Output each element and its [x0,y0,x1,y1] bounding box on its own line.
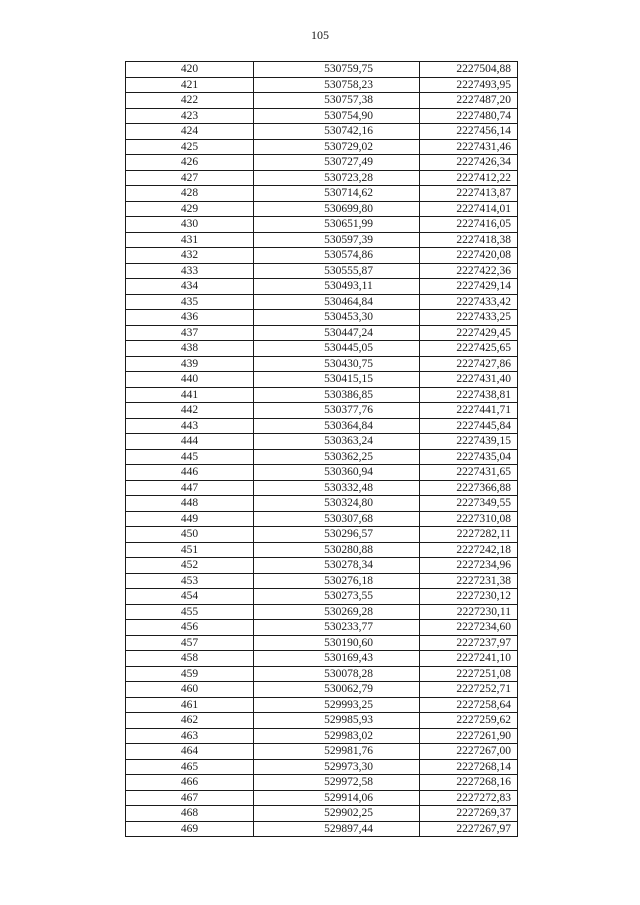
table-row [126,77,518,93]
y-coordinate-cell: 2227429,14 [420,279,518,295]
point-number-cell: 450 [126,527,254,543]
table-row [126,248,518,264]
point-number-cell: 449 [126,511,254,527]
y-coordinate-cell: 2227431,40 [420,372,518,388]
table-row [126,108,518,124]
table-row [126,139,518,155]
point-number-cell: 451 [126,542,254,558]
y-coordinate-cell: 2227414,01 [420,201,518,217]
y-coordinate-cell: 2227504,88 [420,62,518,78]
point-number-cell: 440 [126,372,254,388]
x-coordinate-cell: 530324,80 [254,496,420,512]
y-coordinate-cell: 2227487,20 [420,93,518,109]
table-row [126,232,518,248]
x-coordinate-cell: 530445,05 [254,341,420,357]
point-number-cell: 466 [126,775,254,791]
x-coordinate-cell: 530723,28 [254,170,420,186]
x-coordinate-cell: 530276,18 [254,573,420,589]
y-coordinate-cell: 2227493,95 [420,77,518,93]
table-row [126,713,518,729]
point-number-cell: 467 [126,790,254,806]
table-row [126,263,518,279]
y-coordinate-cell: 2227230,12 [420,589,518,605]
x-coordinate-cell: 530296,57 [254,527,420,543]
table-row [126,542,518,558]
point-number-cell: 426 [126,155,254,171]
y-coordinate-cell: 2227241,10 [420,651,518,667]
table-row [126,604,518,620]
y-coordinate-cell: 2227416,05 [420,217,518,233]
point-number-cell: 420 [126,62,254,78]
table-row [126,372,518,388]
point-number-cell: 469 [126,821,254,837]
table-row [126,806,518,822]
table-row [126,217,518,233]
point-number-cell: 455 [126,604,254,620]
point-number-cell: 452 [126,558,254,574]
y-coordinate-cell: 2227268,14 [420,759,518,775]
table-row [126,356,518,372]
point-number-cell: 431 [126,232,254,248]
y-coordinate-cell: 2227366,88 [420,480,518,496]
point-number-cell: 432 [126,248,254,264]
y-coordinate-cell: 2227431,46 [420,139,518,155]
table-row [126,124,518,140]
x-coordinate-cell: 530729,02 [254,139,420,155]
table-row [126,155,518,171]
y-coordinate-cell: 2227429,45 [420,325,518,341]
x-coordinate-cell: 530727,49 [254,155,420,171]
point-number-cell: 454 [126,589,254,605]
x-coordinate-cell: 529897,44 [254,821,420,837]
table-row [126,744,518,760]
y-coordinate-cell: 2227267,97 [420,821,518,837]
y-coordinate-cell: 2227433,25 [420,310,518,326]
y-coordinate-cell: 2227427,86 [420,356,518,372]
table-row [126,294,518,310]
x-coordinate-cell: 530757,38 [254,93,420,109]
x-coordinate-cell: 529985,93 [254,713,420,729]
table-row [126,728,518,744]
y-coordinate-cell: 2227259,62 [420,713,518,729]
table-row [126,666,518,682]
x-coordinate-cell: 530651,99 [254,217,420,233]
y-coordinate-cell: 2227445,84 [420,418,518,434]
table-row [126,93,518,109]
y-coordinate-cell: 2227349,55 [420,496,518,512]
y-coordinate-cell: 2227441,71 [420,403,518,419]
x-coordinate-cell: 530758,23 [254,77,420,93]
table-row [126,775,518,791]
y-coordinate-cell: 2227282,11 [420,527,518,543]
point-number-cell: 428 [126,186,254,202]
x-coordinate-cell: 529972,58 [254,775,420,791]
x-coordinate-cell: 530169,43 [254,651,420,667]
y-coordinate-cell: 2227412,22 [420,170,518,186]
x-coordinate-cell: 530742,16 [254,124,420,140]
y-coordinate-cell: 2227435,04 [420,449,518,465]
table-row [126,821,518,837]
y-coordinate-cell: 2227269,37 [420,806,518,822]
y-coordinate-cell: 2227438,81 [420,387,518,403]
point-number-cell: 456 [126,620,254,636]
point-number-cell: 445 [126,449,254,465]
table-row [126,651,518,667]
x-coordinate-cell: 530754,90 [254,108,420,124]
point-number-cell: 435 [126,294,254,310]
table-row [126,465,518,481]
y-coordinate-cell: 2227230,11 [420,604,518,620]
x-coordinate-cell: 530574,86 [254,248,420,264]
x-coordinate-cell: 530415,15 [254,372,420,388]
point-number-cell: 423 [126,108,254,124]
x-coordinate-cell: 530386,85 [254,387,420,403]
x-coordinate-cell: 529993,25 [254,697,420,713]
point-number-cell: 468 [126,806,254,822]
point-number-cell: 438 [126,341,254,357]
table-row [126,558,518,574]
y-coordinate-cell: 2227268,16 [420,775,518,791]
x-coordinate-cell: 530269,28 [254,604,420,620]
point-number-cell: 439 [126,356,254,372]
table-row [126,186,518,202]
x-coordinate-cell: 530364,84 [254,418,420,434]
table-row [126,341,518,357]
y-coordinate-cell: 2227242,18 [420,542,518,558]
point-number-cell: 465 [126,759,254,775]
point-number-cell: 434 [126,279,254,295]
y-coordinate-cell: 2227267,00 [420,744,518,760]
point-number-cell: 460 [126,682,254,698]
y-coordinate-cell: 2227426,34 [420,155,518,171]
y-coordinate-cell: 2227258,64 [420,697,518,713]
table-row [126,589,518,605]
table-row [126,418,518,434]
y-coordinate-cell: 2227431,65 [420,465,518,481]
table-row [126,759,518,775]
table-row [126,170,518,186]
point-number-cell: 430 [126,217,254,233]
table-row [126,449,518,465]
y-coordinate-cell: 2227413,87 [420,186,518,202]
x-coordinate-cell: 530377,76 [254,403,420,419]
point-number-cell: 446 [126,465,254,481]
point-number-cell: 427 [126,170,254,186]
y-coordinate-cell: 2227439,15 [420,434,518,450]
x-coordinate-cell: 530307,68 [254,511,420,527]
table-row [126,697,518,713]
x-coordinate-cell: 530190,60 [254,635,420,651]
x-coordinate-cell: 530453,30 [254,310,420,326]
y-coordinate-cell: 2227425,65 [420,341,518,357]
y-coordinate-cell: 2227422,36 [420,263,518,279]
x-coordinate-cell: 530597,39 [254,232,420,248]
table-row [126,62,518,78]
point-number-cell: 437 [126,325,254,341]
coordinates-table [125,61,518,837]
x-coordinate-cell: 530062,79 [254,682,420,698]
table-row [126,279,518,295]
x-coordinate-cell: 530464,84 [254,294,420,310]
point-number-cell: 424 [126,124,254,140]
x-coordinate-cell: 529973,30 [254,759,420,775]
point-number-cell: 444 [126,434,254,450]
point-number-cell: 462 [126,713,254,729]
x-coordinate-cell: 529983,02 [254,728,420,744]
y-coordinate-cell: 2227237,97 [420,635,518,651]
x-coordinate-cell: 530699,80 [254,201,420,217]
x-coordinate-cell: 530273,55 [254,589,420,605]
y-coordinate-cell: 2227234,96 [420,558,518,574]
point-number-cell: 429 [126,201,254,217]
table-row [126,434,518,450]
x-coordinate-cell: 530360,94 [254,465,420,481]
x-coordinate-cell: 530233,77 [254,620,420,636]
x-coordinate-cell: 530363,24 [254,434,420,450]
y-coordinate-cell: 2227456,14 [420,124,518,140]
point-number-cell: 448 [126,496,254,512]
y-coordinate-cell: 2227272,83 [420,790,518,806]
y-coordinate-cell: 2227252,71 [420,682,518,698]
table-row [126,325,518,341]
x-coordinate-cell: 530714,62 [254,186,420,202]
table-row [126,511,518,527]
table-row [126,635,518,651]
x-coordinate-cell: 530447,24 [254,325,420,341]
table-row [126,620,518,636]
y-coordinate-cell: 2227480,74 [420,108,518,124]
table-row [126,527,518,543]
x-coordinate-cell: 529914,06 [254,790,420,806]
x-coordinate-cell: 529902,25 [254,806,420,822]
point-number-cell: 421 [126,77,254,93]
x-coordinate-cell: 530278,34 [254,558,420,574]
x-coordinate-cell: 529981,76 [254,744,420,760]
point-number-cell: 443 [126,418,254,434]
point-number-cell: 447 [126,480,254,496]
point-number-cell: 422 [126,93,254,109]
x-coordinate-cell: 530362,25 [254,449,420,465]
page-number: 105 [311,28,329,42]
table-row [126,496,518,512]
x-coordinate-cell: 530430,75 [254,356,420,372]
table-row [126,387,518,403]
point-number-cell: 436 [126,310,254,326]
x-coordinate-cell: 530280,88 [254,542,420,558]
point-number-cell: 463 [126,728,254,744]
table-row [126,682,518,698]
y-coordinate-cell: 2227420,08 [420,248,518,264]
x-coordinate-cell: 530759,75 [254,62,420,78]
point-number-cell: 441 [126,387,254,403]
point-number-cell: 458 [126,651,254,667]
y-coordinate-cell: 2227433,42 [420,294,518,310]
point-number-cell: 425 [126,139,254,155]
table-row [126,201,518,217]
table-row [126,310,518,326]
table-row [126,480,518,496]
table-row [126,790,518,806]
x-coordinate-cell: 530555,87 [254,263,420,279]
point-number-cell: 433 [126,263,254,279]
x-coordinate-cell: 530493,11 [254,279,420,295]
point-number-cell: 453 [126,573,254,589]
point-number-cell: 457 [126,635,254,651]
table-row [126,403,518,419]
x-coordinate-cell: 530332,48 [254,480,420,496]
y-coordinate-cell: 2227310,08 [420,511,518,527]
point-number-cell: 464 [126,744,254,760]
y-coordinate-cell: 2227234,60 [420,620,518,636]
y-coordinate-cell: 2227231,38 [420,573,518,589]
point-number-cell: 459 [126,666,254,682]
point-number-cell: 461 [126,697,254,713]
x-coordinate-cell: 530078,28 [254,666,420,682]
y-coordinate-cell: 2227251,08 [420,666,518,682]
y-coordinate-cell: 2227261,90 [420,728,518,744]
table-row [126,573,518,589]
point-number-cell: 442 [126,403,254,419]
y-coordinate-cell: 2227418,38 [420,232,518,248]
coordinates-table-body [126,62,518,837]
